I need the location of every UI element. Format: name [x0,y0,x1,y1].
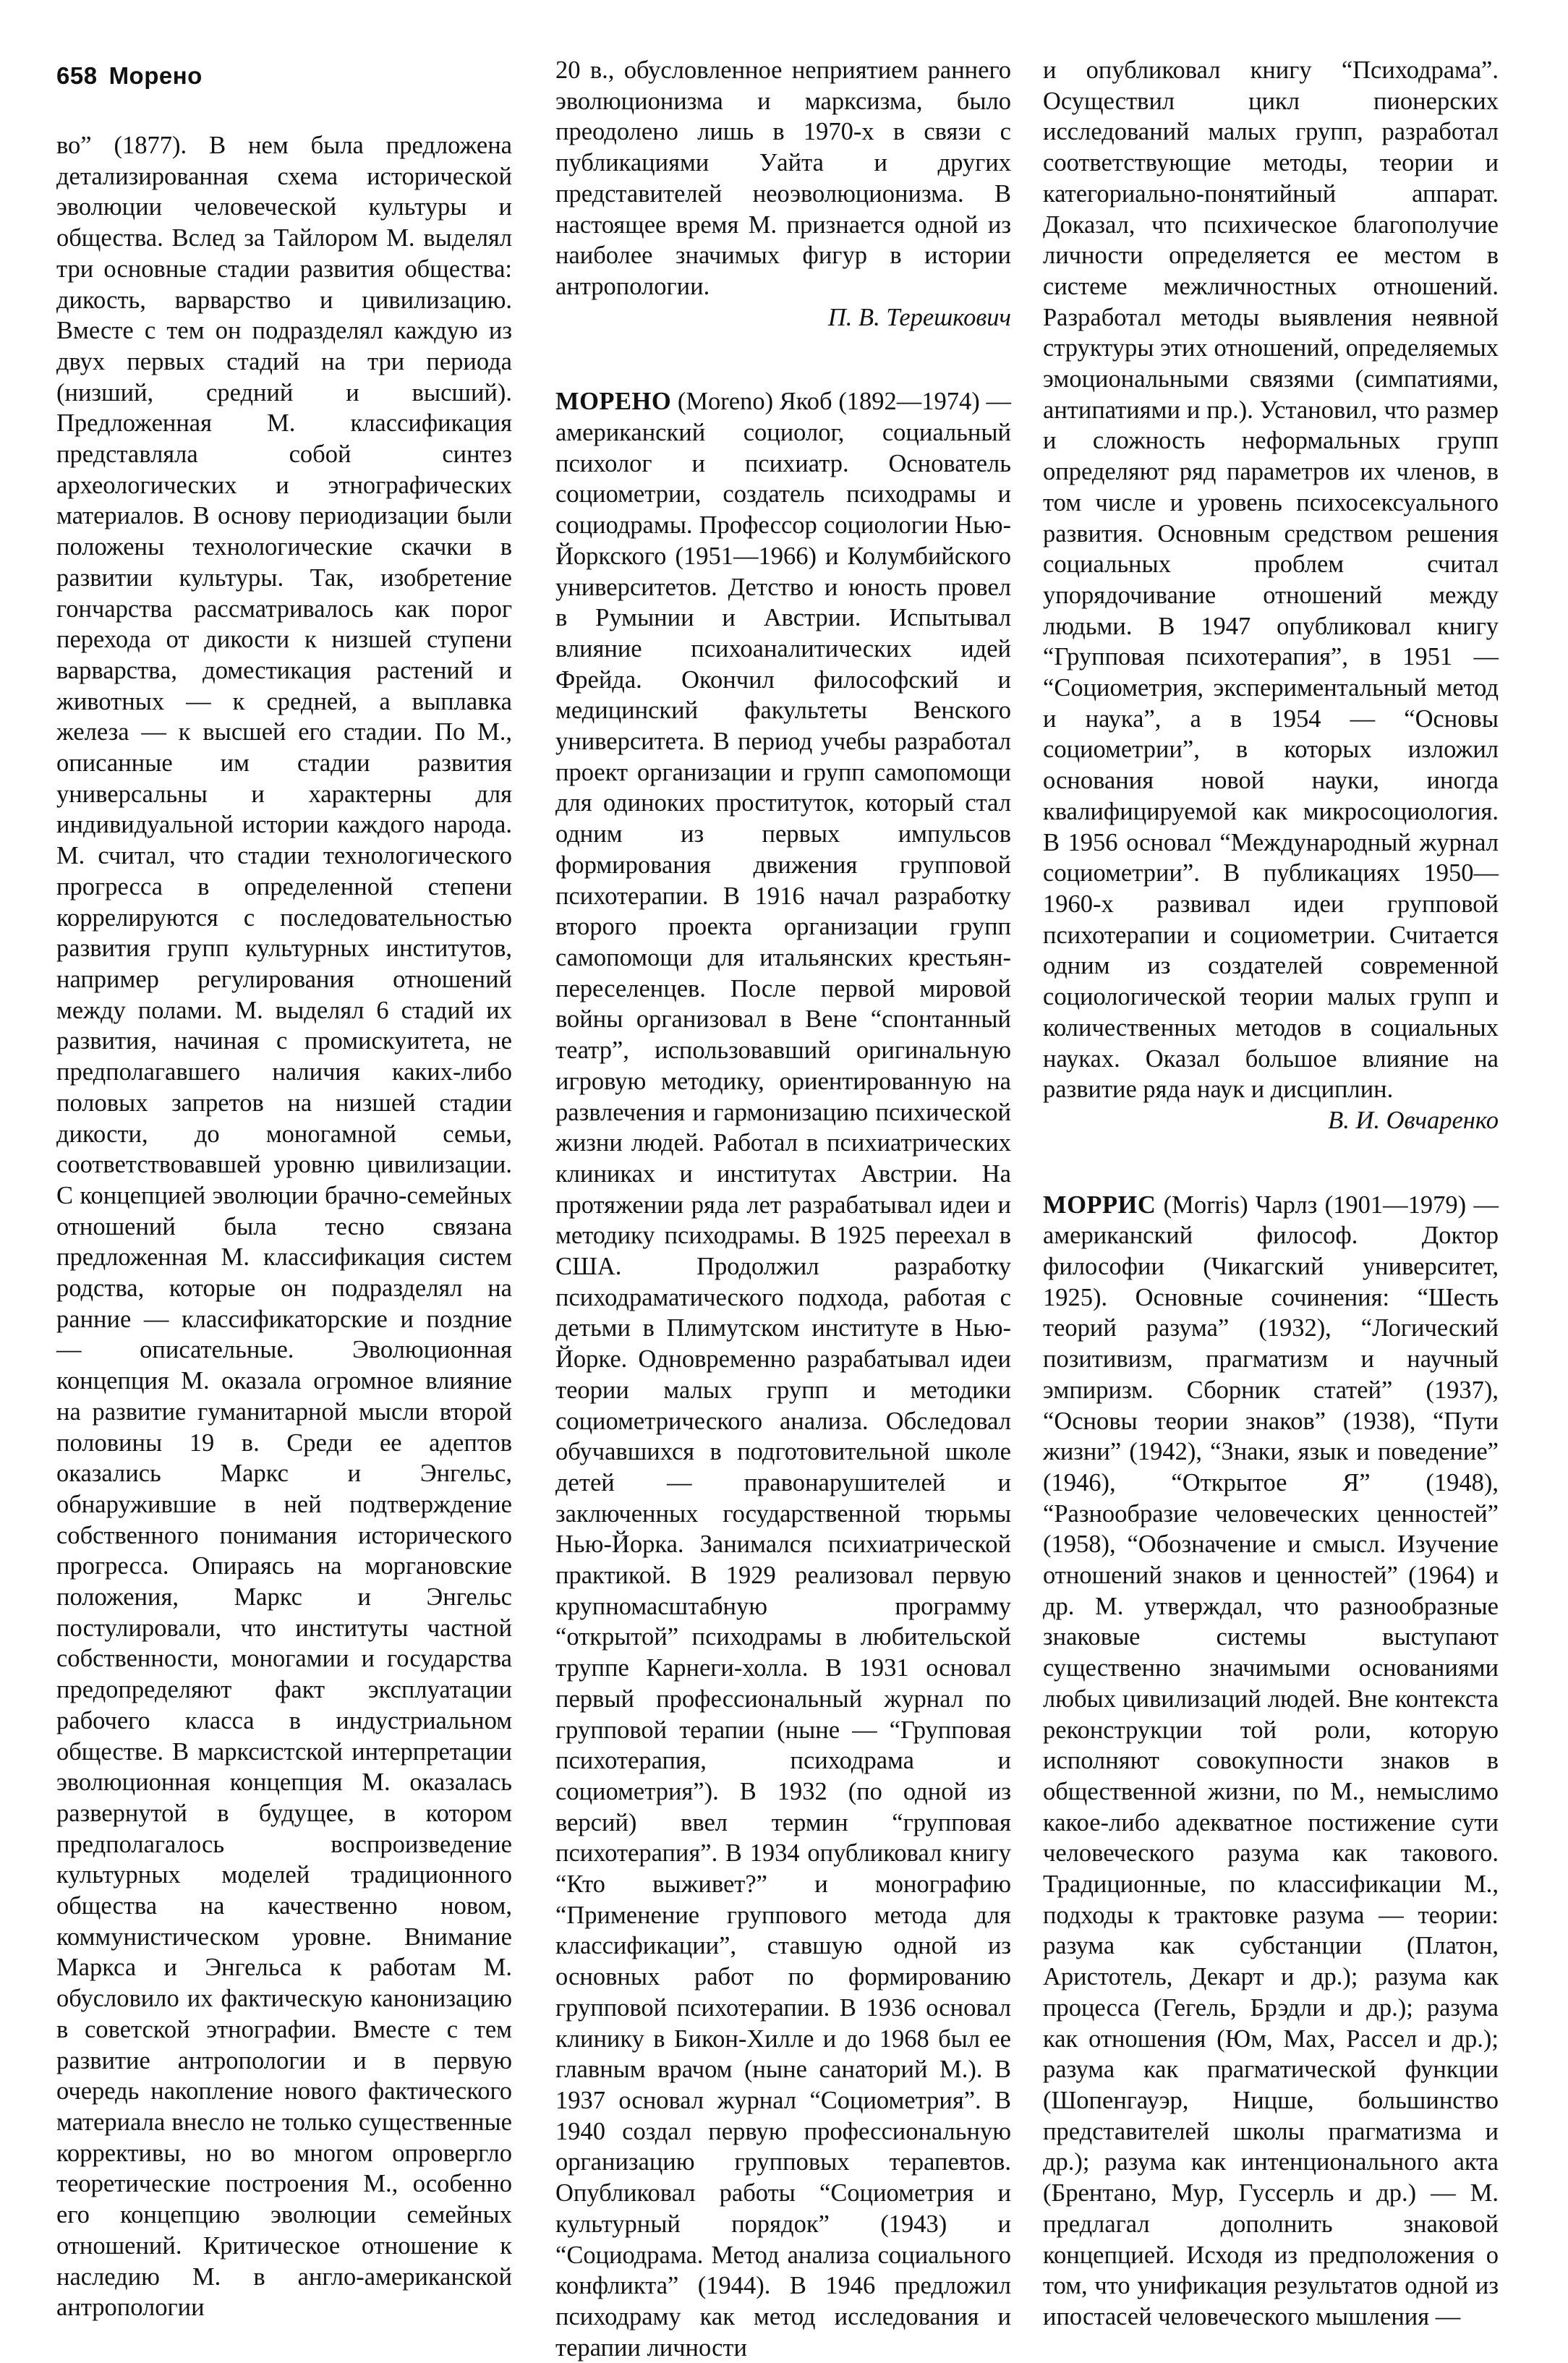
entry-gap [1043,1136,1499,1190]
page-number: 658 [56,62,98,89]
author-signature: В. И. Овчаренко [1328,1106,1499,1134]
column-3 [1043,55,1499,2333]
entry-gap [555,333,1011,386]
article-text-morgan-tail: 20 в., обусловленное неприятием раннего эволюционизма и марксизма, было преодолено лишь в 1970-х в связи с публикациями Уайта и других представителей неоэволюционизма. В настоящее время М. признается одной из наиболее значимых фигур в истории антропологии. [555,56,1011,300]
column-1 [56,130,512,2323]
author-signature: П. В. Терешкович [827,303,1011,331]
article-text-moreno-tail: и опубликовал книгу “Психодрама”. Осуществил цикл пионерских исследований малых групп, разработал соответствующие методы, теории и категориально-понятийный аппарат. Доказал, что психическое благополучие личности определяется ее местом в системе межличностных отношений. Разработал методы выявления неявной структуры этих отношений, определяемых эмоциональными связями (симпатиями, антипатиями и пр.). Установил, что размер и сложность неформальных групп определяют ряд параметров их членов, в том числе и уровень психосексуального развития. Основным средством решения социальных проблем считал упорядочивание отношений между людьми. В 1947 опубликовал книгу “Групповая психотерапия”, в 1951 — “Социометрия, экспериментальный метод и наука”, а в 1954 — “Основы социометрии”, в которых изложил основания новой науки, иногда квалифицируемой как микросоциология. В 1956 основал “Международный журнал социометрии”. В публикациях 1950—1960-х развивал идеи групповой психотерапии и социометрии. Считается одним из создателей современной социологической теории малых групп и количественных методов в социальных науках. Оказал большое влияние на развитие ряда наук и дисциплин. [1043,56,1499,1104]
entry-headword: МОРРИС [1043,1191,1156,1219]
entry-moreno [555,386,1011,2363]
entry-headword: МОРЕНО [555,388,672,416]
running-title: Морено [108,62,203,89]
column-2 [555,55,1011,2363]
entry-body: (Moreno) Якоб (1892—1974) — американский социолог, социальный психолог и психиатр. Основатель социометрии, создатель психодрамы и социодрамы. Профессор социологии Нью-Йоркского (1951—1966) и Колумбийского университетов. Детство и юность провел в Румынии и Австрии. Испытывал влияние психоаналитических идей Фрейда. Окончил философский и медицинский факультеты Венского университета. В период учебы разработал проект организации и групп самопомощи для одиноких проституток, который стал одним из первых импульсов формирования движения групповой психотерапии. В 1916 начал разработку второго проекта организации групп самопомощи для итальянских крестьян-переселенцев. После первой мировой войны организовал в Вене “спонтанный театр”, использовавший оригинальную игровую методику, ориентированную на развлечения и гармонизацию психической жизни людей. Работал в психиатрических клиниках и институтах Австрии. На протяжении ряда лет разрабатывал идеи и методику психодрамы. В 1925 переехал в США. Продолжил разработку психодраматического подхода, работая с детьми в Плимутском институте в Нью-Йорке. Одновременно разрабатывал идеи теории малых групп и методики социометрического анализа. Обследовал обучавшихся в подготовительной школе детей — правонарушителей и заключенных государственной тюрьмы Нью-Йорка. Занимался психиатрической практикой. В 1929 реализовал первую крупномасштабную программу “открытой” психодрамы в любительской труппе Карнеги-холла. В 1931 основал первый профессиональный журнал по групповой терапии (ныне — “Групповая психотерапия, психодрама и социометрия”). В 1932 (по одной из версий) ввел термин “групповая психотерапия”. В 1934 опубликовал книгу “Кто выживет?” и монографию “Применение группового метода для классификации”, ставшую одной из основных работ по формированию групповой психотерапии. В 1936 основал клинику в Бикон-Хилле и до 1968 был ее главным врачом (ныне санаторий М.). В 1937 основал журнал “Социометрия”. В 1940 создал первую профессиональную организацию групповых терапевтов. Опубликовал работы “Социометрия и культурный порядок” (1943) и “Социодрама. Метод анализа социального конфликта” (1944). В 1946 предложил психодраму как метод исследования и терапии личности [555,388,1012,2362]
entry-body: (Morris) Чарлз (1901—1979) — американский философ. Доктор философии (Чикагский университет, 1925). Основные сочинения: “Шесть теорий разума” (1932), “Логический позитивизм, прагматизм и научный эмпиризм. Сборник статей” (1937), “Основы теории знаков” (1938), “Пути жизни” (1942), “Знаки, язык и поведение” (1946), “Открытое Я” (1948), “Разнообразие человеческих ценностей” (1958), “Обозначение и смысл. Изучение отношений знаков и ценностей” (1964) и др. М. утверждал, что разнообразные знаковые системы выступают существенно значимыми основаниями любых цивилизаций людей. Вне контекста реконструкции той роли, которую исполняют совокупности знаков в общественной жизни, по М., немыслимо какое-либо адекватное постижение сути человеческого разума как такового. Традиционные, по классификации М., подходы к трактовке разума — теории: разума как субстанции (Платон, Аристотель, Декарт и др.); разума как процесса (Гегель, Брэдли и др.); разума как отношения (Юм, Мах, Рассел и др.); разума как прагматической функции (Шопенгауэр, Ницше, большинство представителей школы прагматизма и др.); разума как интенционального акта (Брентано, Мур, Гуссерль и др.) — М. предлагал дополнить знаковой концепцией. Исходя из предположения о том, что унификация результатов одной из ипостасей человеческого мышления — [1043,1191,1499,2330]
running-header [56,62,203,90]
article-text-morgan-end: во” (1877). В нем была предложена детализированная схема исторической эволюции человеческой культуры и общества. Вслед за Тайлором М. выделял три основные стадии развития общества: дикость, варварство и цивилизацию. Вместе с тем он подразделял каждую из двух первых стадий на три периода (низший, средний и высший). Предложенная М. классификация представляла собой синтез археологических и этнографических материалов. В основу периодизации были положены технологические скачки в развитии культуры. Так, изобретение гончарства рассматривалось как порог перехода от дикости к низшей ступени варварства, доместикация растений и животных — к средней, а выплавка железа — к высшей его стадии. По М., описанные им стадии развития универсальны и характерны для индивидуальной истории каждого народа. М. считал, что стадии технологического прогресса в определенной степени коррелируются с последовательностью развития групп культурных институтов, например регулирования отношений между полами. М. выделял 6 стадий их развития, начиная с промискуитета, не предполагавшего наличия каких-либо половых запретов на низшей стадии дикости, до моногамной семьи, соответствовавшей уровню цивилизации. С концепцией эволюции брачно-семейных отношений была тесно связана предложенная М. классификация систем родства, которые он подразделял на ранние — классификаторские и поздние — описательные. Эволюционная концепция М. оказала огромное влияние на развитие гуманитарной мысли второй половины 19 в. Среди ее адептов оказались Маркс и Энгельс, обнаружившие в ней подтверждение собственного понимания исторического прогресса. Опираясь на моргановские положения, Маркс и Энгельс постулировали, что институты частной собственности, моногамии и государства предопределяют факт эксплуатации рабочего класса в индустриальном обществе. В марксистской интерпретации эволюционная концепция М. оказалась развернутой в будущее, в котором предполагалось воспроизведение культурных моделей традиционного общества на качественно новом, коммунистическом уровне. Внимание Маркса и Энгельса к работам М. обусловило их фактическую канонизацию в советской этнографии. Вместе с тем развитие антропологии и в первую очередь накопление нового фактического материала внесло не только существенные коррективы, но во многом опровергло теоретические построения М., особенно его концепцию эволюции семейных отношений. Критическое отношение к наследию М. в англо-американской антропологии [56,132,512,2322]
entry-morris [1043,1190,1499,2333]
